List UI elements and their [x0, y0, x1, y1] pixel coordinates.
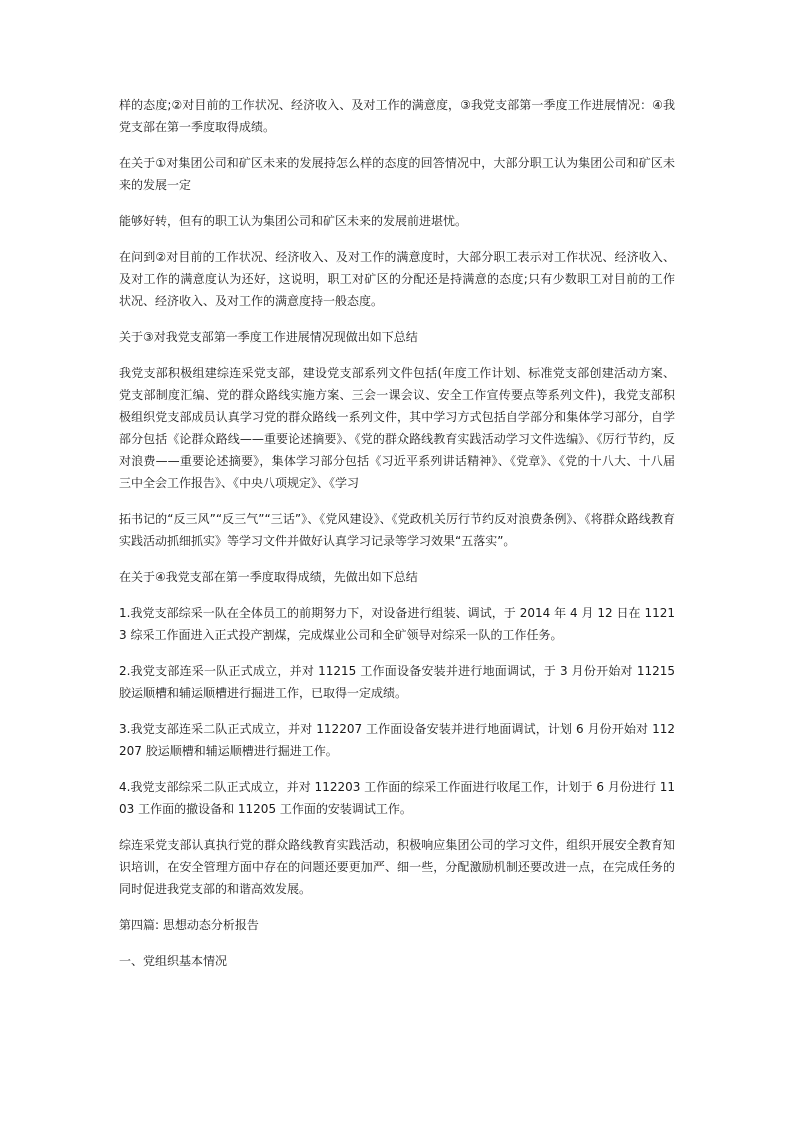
- paragraph-branch-work: 我党支部积极组建综连采党支部，建设党支部系列文件包括(年度工作计划、标准党支部创建活动方案、党支部制度汇编、党的群众路线实施方案、三会一课会议、安全工作宣传要点等系列文件)，我党支部积极组织党支部成员认真学习党的群众路线一系列文件，其中学习方式包括自学部分和集体学习部分，自学部分包括《论群众路线——重要论述摘要》、《党的群众路线教育实践活动学习文件选编》、《厉行节约，反对浪费——重要论述摘要》，集体学习部分包括《习近平系列讲话精神》、《党章》、《党的十八大、十八届三中全会工作报告》、《中央八项规定》、《学习: [119, 366, 675, 490]
- document-page: [119, 94, 675, 986]
- heading-summary-3: 关于③对我党支部第一季度工作进展情况现做出如下总结: [119, 330, 418, 344]
- paragraph-conclusion: 综连采党支部认真执行党的群众路线教育实践活动，积极响应集团公司的学习文件，组织开展安全教育知识培训，在安全管理方面中存在的问题还要更加严、细一些，分配激励机制还要改进一点，在完成任务的同时促进我党支部的和谐高效发展。: [119, 838, 675, 896]
- list-item-1: 1.我党支部综采一队在全体员工的前期努力下，对设备进行组装、调试，于 2014 年 4 月 12 日在 11213 综采工作面进入正式投产割煤，完成煤业公司和全矿领导对综采一队的工作任务。: [119, 606, 675, 642]
- paragraph-question-2: 在问到②对目前的工作状况、经济收入、及对工作的满意度时，大部分职工表示对工作状况、经济收入、及对工作的满意度认为还好，这说明，职工对矿区的分配还是持满意的态度;只有少数职工对目前的工作状况、经济收入、及对工作的满意度持一般态度。: [119, 250, 675, 308]
- list-item-4: 4.我党支部综采二队正式成立，并对 112203 工作面的综采工作面进行收尾工作，计划于 6 月份进行 1103 工作面的撤设备和 11205 工作面的安装调试工作。: [119, 780, 675, 816]
- section-title-part-four: 第四篇: 思想动态分析报告: [119, 918, 259, 932]
- paragraph-intro-continued: 样的态度;②对目前的工作状况、经济收入、及对工作的满意度，③我党支部第一季度工作进展情况：④我党支部在第一季度取得成绩。: [119, 98, 675, 134]
- list-item-3: 3.我党支部连采二队正式成立，并对 112207 工作面设备安装并进行地面调试，计划 6 月份开始对 112207 胶运顺槽和辅运顺槽进行掘进工作。: [119, 722, 675, 758]
- list-item-2: 2.我党支部连采一队正式成立，并对 11215 工作面设备安装并进行地面调试，于 3 月份开始对 11215 胶运顺槽和辅运顺槽进行掘进工作，已取得一定成绩。: [119, 664, 675, 700]
- paragraph-question-1-continued: 能够好转，但有的职工认为集团公司和矿区未来的发展前进堪忧。: [119, 214, 468, 228]
- subsection-title: 一、党组织基本情况: [119, 954, 228, 968]
- paragraph-question-1: 在关于①对集团公司和矿区未来的发展持怎么样的态度的回答情况中，大部分职工认为集团公司和矿区未来的发展一定: [119, 156, 675, 192]
- paragraph-branch-work-continued: 拓书记的“反三风”“反三气”“三话”》、《党风建设》、《党政机关厉行节约反对浪费条例》、《将群众路线教育实践活动抓细抓实》等学习文件并做好认真学习记录等学习效果“五落实”。: [119, 512, 675, 548]
- heading-summary-4: 在关于④我党支部在第一季度取得成绩，先做出如下总结: [119, 570, 418, 584]
